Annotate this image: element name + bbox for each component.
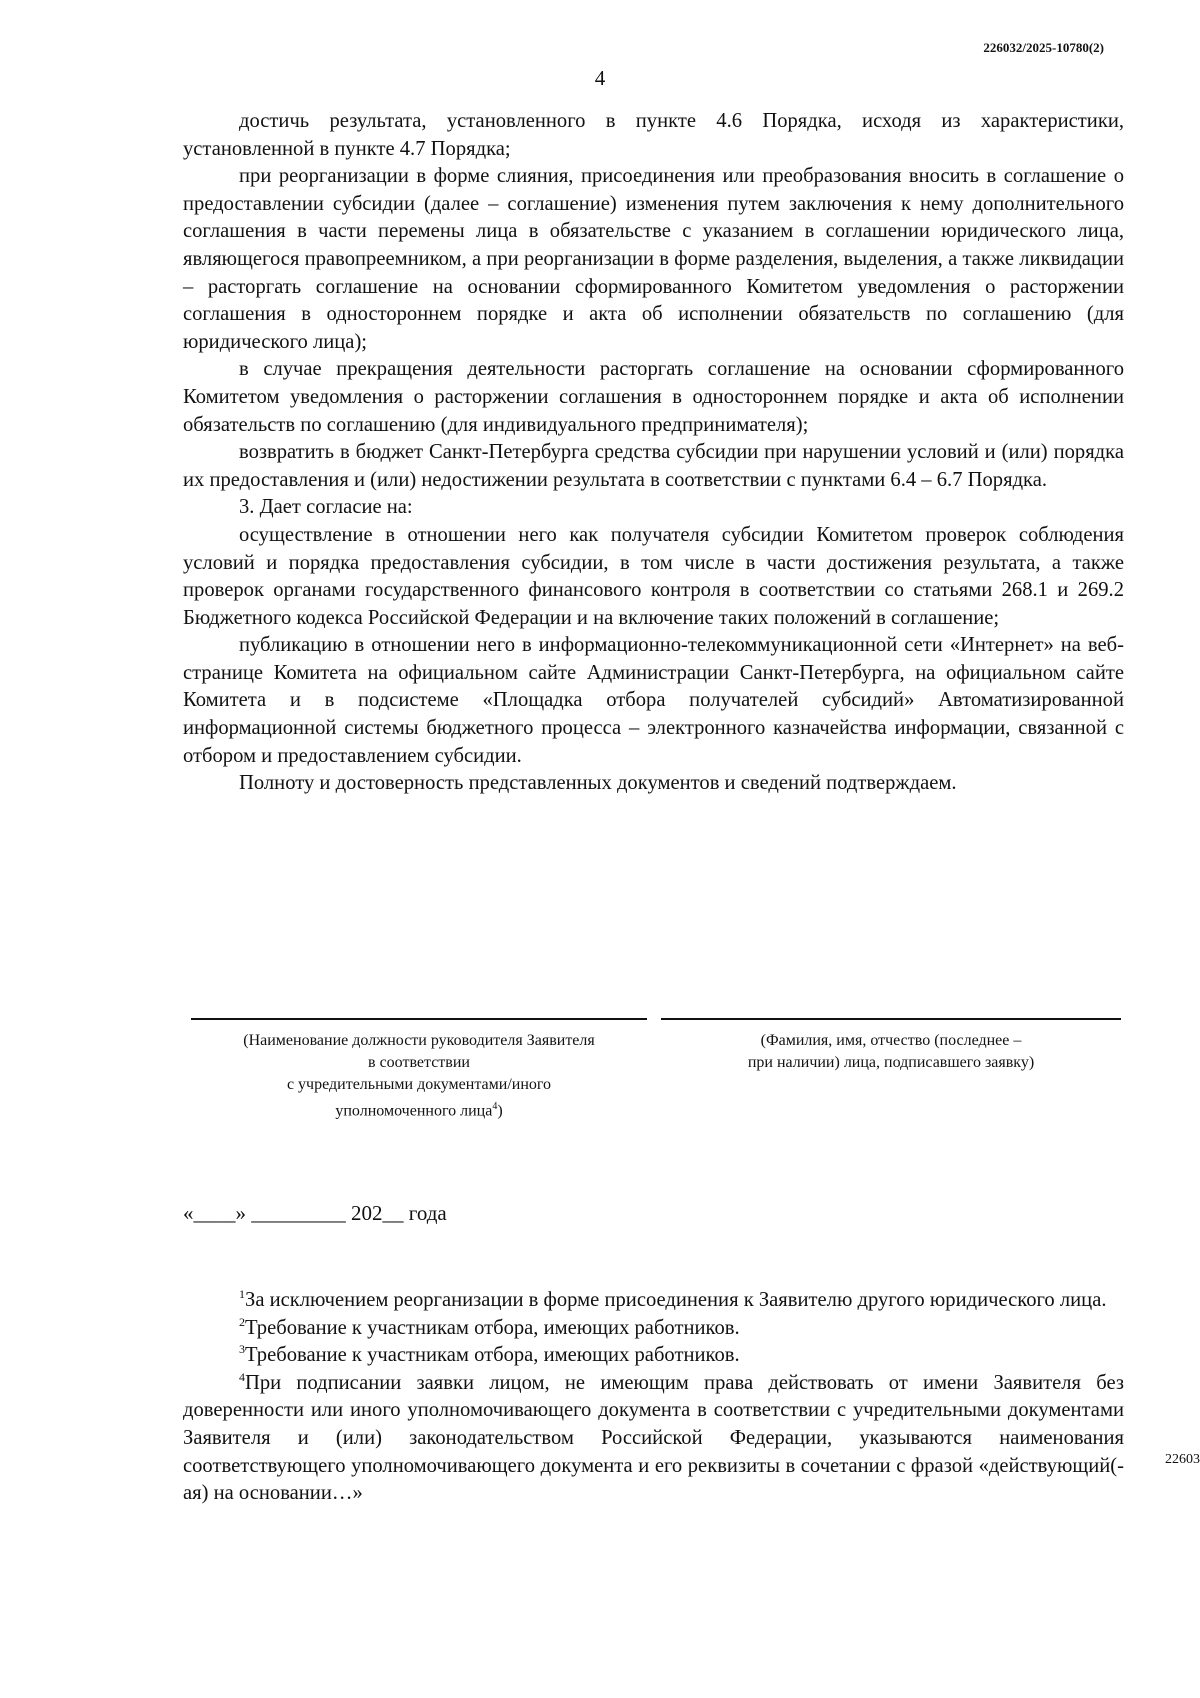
caption-line: (Наименование должности руководителя Заявителя (243, 1032, 595, 1049)
footnote-text: За исключением реорганизации в форме присоединения к Заявителю другого юридического лица. (245, 1289, 1107, 1311)
footnote (183, 1342, 1124, 1370)
paragraph: возвратить в бюджет Санкт-Петербурга средства субсидии при нарушении условий и (или) порядка их предоставления и (или) недостижении результата в соответствии с пунктами 6.4 – 6.7 Порядка. (183, 441, 1124, 491)
date-line: «____» _________ 202__ года (183, 1201, 447, 1225)
footnote-ref: 4 (492, 1101, 498, 1112)
paragraph: публикацию в отношении него в информационно-телекоммуникационной сети «Интернет» на веб-странице Комитета на официальном сайте Администрации Санкт-Петербурга, на официальном сайте Комитета и в подсистеме «Площадка отбора получателей субсидий» Автоматизированной информационной системы бюджетного процесса – электронного казначейства информации, связанной с отбором и предоставлением субсидии. (183, 634, 1124, 767)
caption-line: (Фамилия, имя, отчество (последнее – (760, 1032, 1022, 1049)
caption-text: уполномоченного лица (335, 1102, 493, 1120)
footnote-mark: 4 (239, 1369, 245, 1384)
footnote (183, 1315, 1124, 1343)
footnote (183, 1370, 1124, 1508)
footnote-text: Требование к участникам отбора, имеющих работников. (245, 1316, 740, 1339)
caption-line (191, 1096, 647, 1122)
paragraph: Полноту и достоверность представленных документов и сведений подтверждаем. (239, 772, 957, 795)
footnote-mark: 1 (239, 1287, 245, 1301)
signature-line-name (661, 1018, 1121, 1020)
caption-close: ) (497, 1102, 503, 1120)
paragraph: в случае прекращения деятельности расторгать соглашение на основании сформированного Комитетом уведомления о расторжении соглашения в одностороннем порядке и акта об исполнении обязательств по соглашению (для индивидуального предпринимателя); (183, 358, 1124, 436)
footnote (183, 1287, 1124, 1315)
footnote-mark: 2 (239, 1314, 245, 1329)
side-mark: 22603 (1165, 1452, 1200, 1467)
footnote-text: Требование к участникам отбора, имеющих работников. (245, 1344, 740, 1367)
footnote-mark: 3 (239, 1342, 245, 1357)
caption-line: в соответствии (368, 1054, 470, 1071)
footnotes (183, 1287, 1124, 1508)
caption-line: при наличии) лица, подписавшего заявку) (747, 1054, 1035, 1071)
signature-caption-position (191, 1030, 647, 1122)
doc-code: 226032/2025-10780(2) (983, 40, 1104, 55)
caption-line: с учредительными документами/иного (286, 1076, 552, 1093)
footnote-text: При подписании заявки лицом, не имеющим права действовать от имени Заявителя без доверенности или иного уполномочивающего документа в соответствии с учредительными документами Заявителя и (или) законодательством Российской Федерации, указываются наименования соответствующего уполномочивающего документа и его реквизиты в сочетании с фразой «действующий(-ая) на основании…» (183, 1371, 1124, 1505)
page-number: 4 (594, 66, 606, 90)
body-text (183, 108, 1124, 798)
paragraph: 3. Дает согласие на: (239, 496, 413, 519)
paragraph: осуществление в отношении него как получателя субсидии Комитетом проверок соблюдения условий и порядка предоставления субсидии, в том числе в части достижения результата, а также проверок органами государственного финансового контроля в соответствии со статьями 268.1 и 269.2 Бюджетного кодекса Российской Федерации и на включение таких положений в соглашение; (183, 523, 1124, 629)
signature-caption-name (661, 1030, 1121, 1074)
signature-line-position (191, 1018, 647, 1020)
paragraph: достичь результата, установленного в пункте 4.6 Порядка, исходя из характеристики, установленной в пункте 4.7 Порядка; (183, 110, 1124, 160)
paragraph: при реорганизации в форме слияния, присоединения или преобразования вносить в соглашение о предоставлении субсидии (далее – соглашение) изменения путем заключения к нему дополнительного соглашения в части перемены лица в обязательстве с указанием в соглашении юридического лица, являющегося правопреемником, а при реорганизации в форме разделения, выделения, а также ликвидации – расторгать соглашение на основании сформированного Комитетом уведомления о расторжении соглашения в одностороннем порядке и акта об исполнении обязательств по соглашению (для юридического лица); (183, 165, 1124, 353)
